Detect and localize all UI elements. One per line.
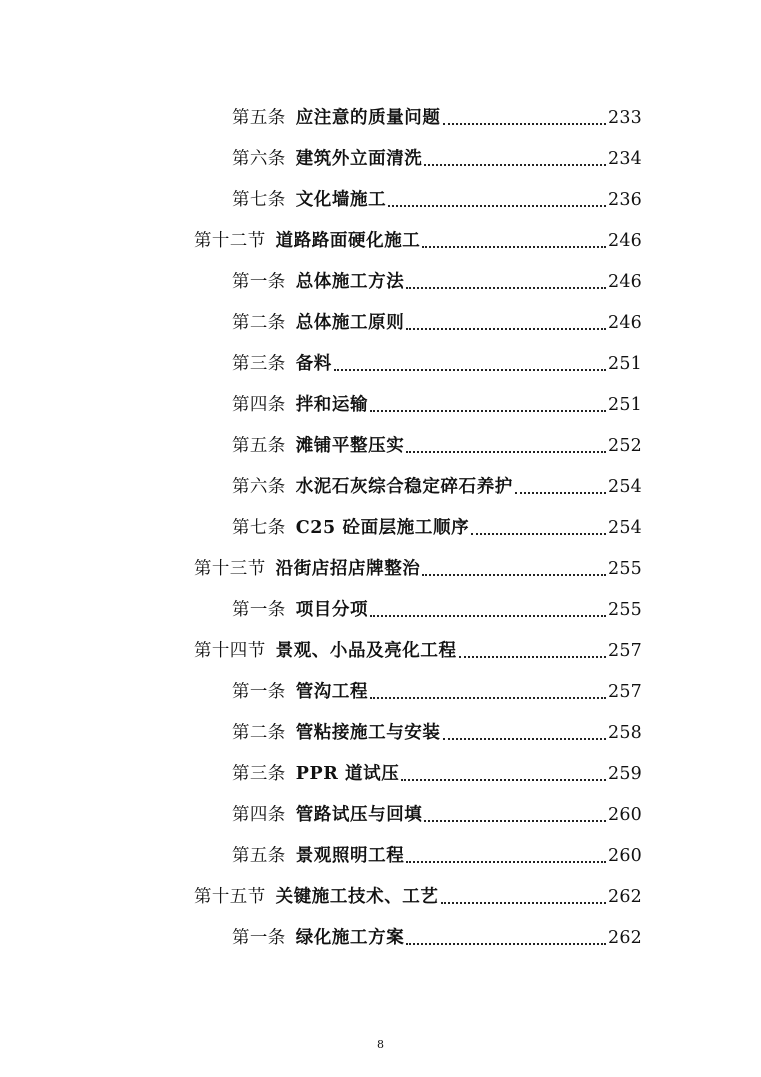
toc-entry-page: 262 [607,928,642,948]
toc-entry-title: 滩铺平整压实 [295,436,405,456]
toc-leader-dots [406,939,606,945]
toc-leader-dots [459,652,606,658]
toc-entry[interactable] [232,457,642,498]
toc-entry-title: 总体施工方法 [295,272,405,292]
toc-leader-dots [422,570,606,576]
toc-entry-title: 水泥石灰综合稳定碎石养护 [295,477,513,497]
toc-entry-title: 管路试压与回填 [295,805,423,825]
toc-leader-dots [370,611,606,617]
toc-entry-number: 第七条 [232,518,286,538]
toc-entry[interactable] [232,785,642,826]
toc-entry[interactable] [232,908,642,949]
toc-entry-page: 257 [607,641,642,661]
toc-entry-page: 246 [607,313,642,333]
toc-entry[interactable] [232,744,642,785]
toc-entry-page: 260 [607,846,642,866]
toc-entry-number: 第十二节 [194,231,266,251]
toc-entry-page: 257 [607,682,642,702]
toc-entry[interactable] [232,170,642,211]
toc-entry-number: 第十五节 [194,887,266,907]
toc-entry[interactable] [232,334,642,375]
toc-entry-number: 第二条 [232,723,286,743]
toc-entry-title: 建筑外立面清洗 [295,149,423,169]
toc-entry[interactable] [232,375,642,416]
toc-entry-number: 第五条 [232,846,286,866]
toc-entry-number: 第五条 [232,436,286,456]
toc-entry-number: 第一条 [232,600,286,620]
toc-entry-page: 234 [607,149,642,169]
toc-entry-page: 246 [607,272,642,292]
toc-leader-dots [388,201,606,207]
toc-entry[interactable] [232,662,642,703]
toc-leader-dots [406,283,606,289]
toc-entry-number: 第六条 [232,149,286,169]
toc-entry-title: 道路路面硬化施工 [275,231,421,251]
toc-entry-title: 应注意的质量问题 [295,108,441,128]
toc-entry-title: 备料 [295,354,332,374]
toc-entry-page: 258 [607,723,642,743]
toc-entry-page: 260 [607,805,642,825]
toc-entry-title: C25 砼面层施工顺序 [295,518,470,538]
toc-entry-page: 251 [607,354,642,374]
toc-entry[interactable] [232,129,642,170]
toc-entry-title: PPR 道试压 [295,764,400,784]
toc-entry-title: 拌和运输 [295,395,369,415]
toc-leader-dots [443,119,606,125]
toc-entry-page: 236 [607,190,642,210]
toc-entry-page: 246 [607,231,642,251]
toc-entry-number: 第五条 [232,108,286,128]
toc-entry-page: 255 [607,600,642,620]
toc-entry[interactable] [232,252,642,293]
toc-entry-number: 第四条 [232,395,286,415]
toc-section-entry[interactable] [194,539,642,580]
toc-section-entry[interactable] [194,211,642,252]
toc-entry-page: 233 [607,108,642,128]
toc-entry[interactable] [232,826,642,867]
toc-entry-number: 第二条 [232,313,286,333]
toc-leader-dots [515,488,606,494]
toc-entry-page: 255 [607,559,642,579]
toc-entry-number: 第六条 [232,477,286,497]
toc-leader-dots [424,160,606,166]
toc-leader-dots [370,406,606,412]
toc-entry-title: 关键施工技术、工艺 [275,887,439,907]
toc-entry[interactable] [232,580,642,621]
toc-leader-dots [406,447,606,453]
toc-leader-dots [443,734,606,740]
page-number: 8 [377,1038,384,1051]
toc-entry-title: 管粘接施工与安装 [295,723,441,743]
page-number-footer [0,1038,761,1052]
toc-entry-number: 第十四节 [194,641,266,661]
toc-leader-dots [334,365,606,371]
toc-leader-dots [424,816,606,822]
toc-entry-title: 管沟工程 [295,682,369,702]
toc-entry-number: 第三条 [232,354,286,374]
toc-leader-dots [471,529,606,535]
toc-entry-page: 254 [607,477,642,497]
toc-entry-number: 第四条 [232,805,286,825]
toc-entry-number: 第一条 [232,682,286,702]
toc-entry-title: 绿化施工方案 [295,928,405,948]
toc-entry-page: 251 [607,395,642,415]
toc-entry-number: 第七条 [232,190,286,210]
toc-entry-title: 项目分项 [295,600,369,620]
toc-entry[interactable] [232,703,642,744]
toc-leader-dots [441,898,606,904]
toc-section-entry[interactable] [194,867,642,908]
toc-leader-dots [370,693,606,699]
toc-entry-title: 文化墙施工 [295,190,387,210]
toc-entry-page: 262 [607,887,642,907]
toc-entry-title: 沿街店招店牌整治 [275,559,421,579]
toc-entry-page: 252 [607,436,642,456]
toc-leader-dots [406,324,606,330]
toc-leader-dots [401,775,606,781]
toc-entry[interactable] [232,498,642,539]
toc-entry-number: 第十三节 [194,559,266,579]
toc-entry[interactable] [232,293,642,334]
toc-entry[interactable] [232,88,642,129]
toc-entry-number: 第一条 [232,272,286,292]
toc-entry-page: 259 [607,764,642,784]
toc-entry-title: 景观照明工程 [295,846,405,866]
toc-leader-dots [422,242,606,248]
toc-leader-dots [406,857,606,863]
toc-entry[interactable] [232,416,642,457]
toc-entry-number: 第三条 [232,764,286,784]
toc-entry-page: 254 [607,518,642,538]
toc-section-entry[interactable] [194,621,642,662]
toc-entry-title: 景观、小品及亮化工程 [275,641,457,661]
toc-entry-number: 第一条 [232,928,286,948]
toc-entry-title: 总体施工原则 [295,313,405,333]
